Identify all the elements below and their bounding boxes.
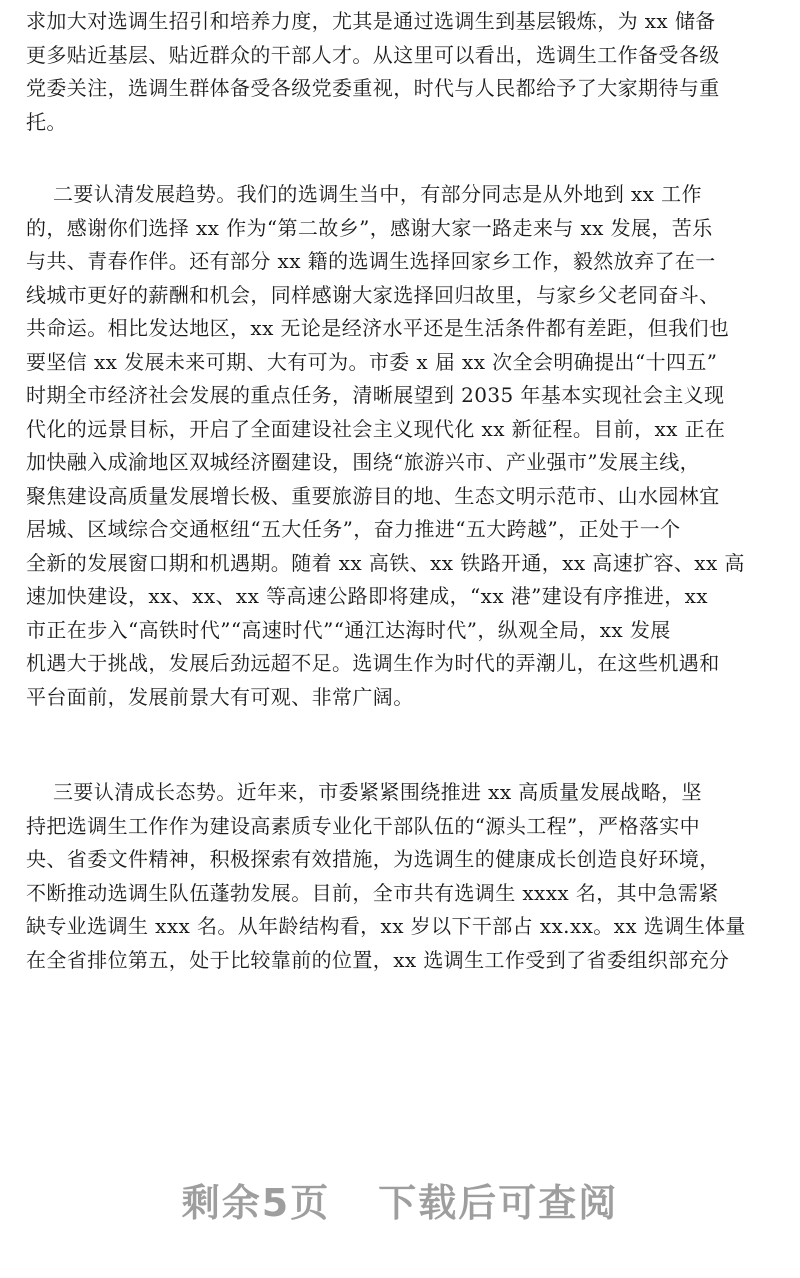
text-line: 在全省排位第五，处于比较靠前的位置，xx 选调生工作受到了省委组织部充分 (26, 947, 730, 972)
text-line: 速加快建设，xx、xx、xx 等高速公路即将建成，“xx 港”建设有序推进，xx (26, 584, 708, 608)
text-line: 三要认清成长态势。近年来，市委紧紧围绕推进 xx 高质量发展战略，坚 (26, 780, 702, 804)
download-prompt-label: 下载后可查阅 (378, 1181, 619, 1225)
download-to-read-banner[interactable] (0, 1172, 800, 1227)
text-line: 共命运。相比发达地区，xx 无论是经济水平还是生活条件都有差距，但我们也 (26, 316, 730, 340)
text-line: 市正在步入“高铁时代”“高速时代”“通江达海时代”，纵观全局，xx 发展 (26, 617, 671, 642)
text-line: 缺专业选调生 xxx 名。从年龄结构看，xx 岁以下干部占 xx.xx。xx 选调生体量 (26, 914, 746, 938)
text-line: 更多贴近基层、贴近群众的干部人才。从这里可以看出，选调生工作备受各级 (26, 42, 720, 67)
paragraph (26, 178, 774, 714)
text-line: 平台面前，发展前景大有可观、非常广阔。 (26, 684, 414, 709)
text-line: 的，感谢你们选择 xx 作为“第二故乡”，感谢大家一路走来与 xx 发展，苦乐 (26, 215, 713, 240)
text-line: 不断推动选调生队伍蓬勃发展。目前，全市共有选调生 xxxx 名，其中急需紧 (26, 880, 719, 905)
text-line: 全新的发展窗口期和机遇期。随着 xx 高铁、xx 铁路开通，xx 高速扩容、xx 高 (26, 550, 745, 575)
text-line: 与共、青春作伴。还有部分 xx 籍的选调生选择回家乡工作，毅然放弃了在一 (26, 249, 716, 273)
text-line: 居城、区域综合交通枢纽“五大任务”，奋力推进“五大跨越”，正处于一个 (26, 517, 681, 541)
text-line: 加快融入成渝地区双城经济圈建设，围绕“旅游兴市、产业强市”发展主线， (26, 450, 701, 474)
text-line: 要坚信 xx 发展未来可期、大有可为。市委 x 届 xx 次全会明确提出“十四五” (26, 349, 718, 374)
text-line: 聚焦建设高质量发展增长极、重要旅游目的地、生态文明示范市、山水园林宜 (26, 483, 720, 508)
text-line: 代化的远景目标，开启了全面建设社会主义现代化 xx 新征程。目前，xx 正在 (26, 416, 726, 441)
text-line: 求加大对选调生招引和培养力度，尤其是通过选调生到基层锻炼，为 xx 储备 (26, 9, 716, 33)
text-line: 党委关注，选调生群体备受各级党委重视，时代与人民都给予了大家期待与重 (26, 76, 720, 100)
paragraph (26, 776, 774, 977)
text-line: 机遇大于挑战，发展后劲远超不足。选调生作为时代的弄潮儿，在这些机遇和 (26, 651, 720, 675)
paragraph (26, 5, 774, 139)
text-line: 二要认清发展趋势。我们的选调生当中，有部分同志是从外地到 xx 工作 (26, 182, 702, 206)
text-line: 持把选调生工作作为建设高素质专业化干部队伍的“源头工程”，严格落实中 (26, 813, 701, 838)
remaining-pages-label: 剩余5页 (181, 1181, 331, 1225)
text-line: 央、省委文件精神，积极探索有效措施，为选调生的健康成长创造良好环境， (26, 847, 720, 871)
text-line: 托。 (26, 109, 67, 134)
text-line: 线城市更好的薪酬和机会，同样感谢大家选择回归故里，与家乡父老同奋斗、 (26, 282, 720, 307)
text-line: 时期全市经济社会发展的重点任务，清晰展望到 2035 年基本实现社会主义现 (26, 383, 725, 407)
